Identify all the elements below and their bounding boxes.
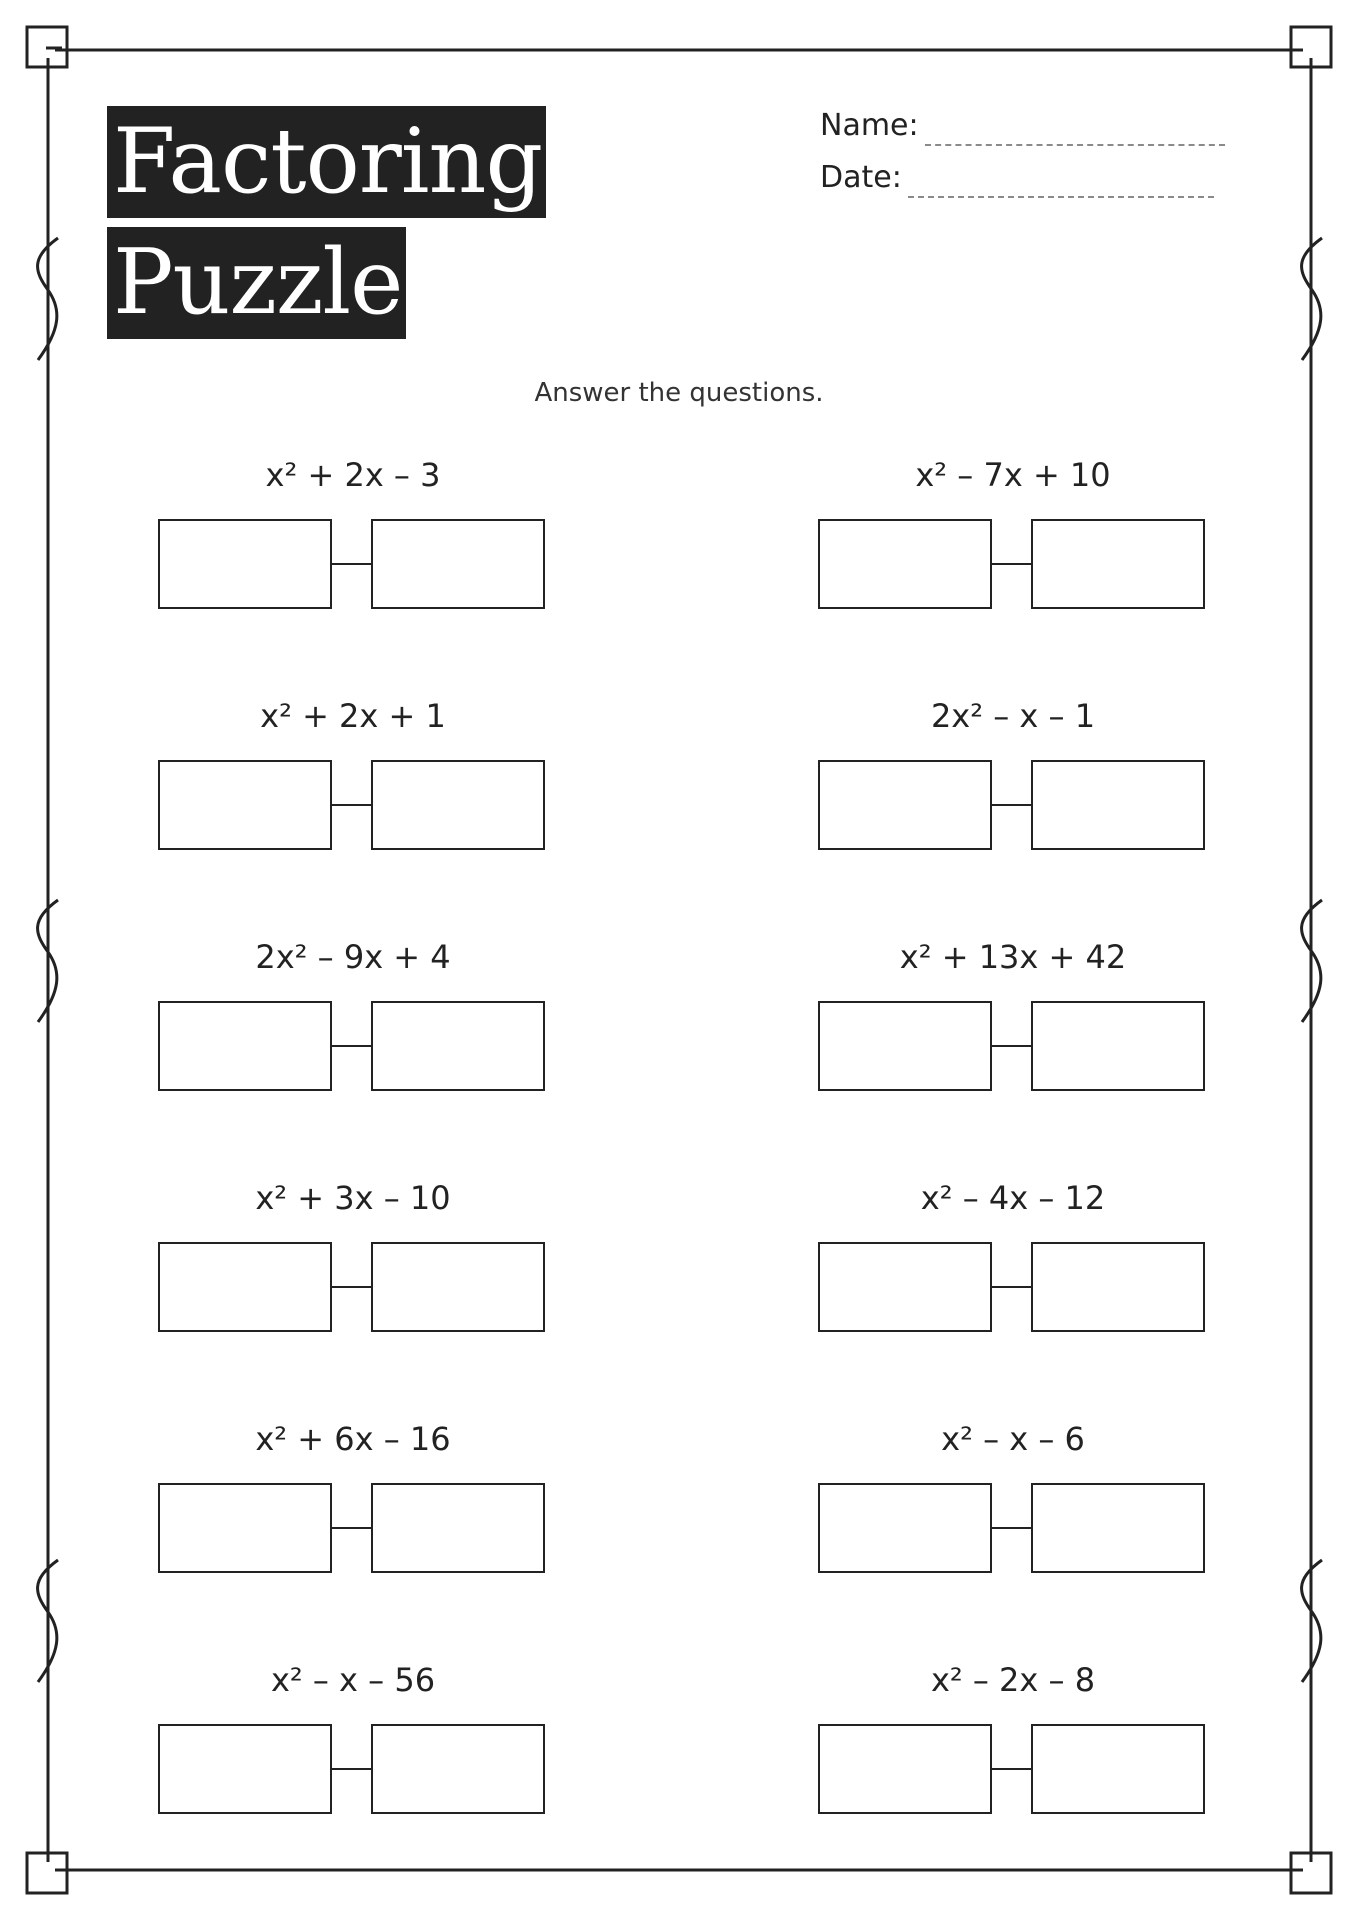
problem-expression: 2x² – x – 1 xyxy=(930,697,1096,735)
answer-boxes xyxy=(158,1001,548,1093)
problem-12 xyxy=(818,1660,1208,1820)
answer-box-left[interactable] xyxy=(818,1001,992,1091)
problem-9 xyxy=(158,1419,548,1579)
box-connector xyxy=(990,1045,1033,1047)
problem-3 xyxy=(158,696,548,856)
problem-10 xyxy=(818,1419,1208,1579)
problem-expression: x² + 2x + 1 xyxy=(260,697,446,735)
answer-boxes xyxy=(158,1724,548,1816)
box-connector xyxy=(990,1527,1033,1529)
problem-1 xyxy=(158,455,548,615)
name-input-line[interactable] xyxy=(925,136,1225,146)
answer-box-left[interactable] xyxy=(158,1001,332,1091)
answer-box-left[interactable] xyxy=(158,760,332,850)
box-connector xyxy=(330,1527,373,1529)
answer-box-left[interactable] xyxy=(818,1242,992,1332)
answer-boxes xyxy=(818,1724,1208,1816)
problem-expression: x² – 2x – 8 xyxy=(930,1661,1096,1699)
problem-expression: x² – x – 6 xyxy=(941,1420,1085,1458)
title-line-1: Factoring xyxy=(107,106,546,218)
title-line-2: Puzzle xyxy=(107,227,406,339)
answer-boxes xyxy=(158,760,548,852)
answer-box-left[interactable] xyxy=(818,519,992,609)
answer-boxes xyxy=(818,1001,1208,1093)
problem-expression: x² – x – 56 xyxy=(270,1661,436,1699)
box-connector xyxy=(990,1768,1033,1770)
answer-box-left[interactable] xyxy=(818,760,992,850)
problem-11 xyxy=(158,1660,548,1820)
answer-boxes xyxy=(818,760,1208,852)
answer-boxes xyxy=(158,1483,548,1575)
answer-box-right[interactable] xyxy=(371,1001,545,1091)
box-connector xyxy=(330,563,373,565)
box-connector xyxy=(990,804,1033,806)
problem-4 xyxy=(818,696,1208,856)
answer-box-right[interactable] xyxy=(371,1242,545,1332)
problem-expression: x² + 6x – 16 xyxy=(255,1420,451,1458)
problem-expression: x² + 2x – 3 xyxy=(265,456,441,494)
box-connector xyxy=(330,1045,373,1047)
answer-box-right[interactable] xyxy=(1031,519,1205,609)
answer-box-left[interactable] xyxy=(158,1483,332,1573)
answer-boxes xyxy=(818,1483,1208,1575)
date-input-line[interactable] xyxy=(908,188,1214,198)
box-connector xyxy=(990,563,1033,565)
answer-boxes xyxy=(818,519,1208,611)
box-connector xyxy=(990,1286,1033,1288)
box-connector xyxy=(330,1768,373,1770)
problem-8 xyxy=(818,1178,1208,1338)
answer-box-left[interactable] xyxy=(818,1724,992,1814)
answer-box-left[interactable] xyxy=(158,1242,332,1332)
answer-boxes xyxy=(158,519,548,611)
answer-boxes xyxy=(158,1242,548,1334)
problem-2 xyxy=(818,455,1208,615)
answer-box-right[interactable] xyxy=(1031,1242,1205,1332)
problem-expression: 2x² – 9x + 4 xyxy=(255,938,451,976)
answer-box-left[interactable] xyxy=(158,1724,332,1814)
problem-6 xyxy=(818,937,1208,1097)
problem-5 xyxy=(158,937,548,1097)
instructions: Answer the questions. xyxy=(534,378,824,408)
box-connector xyxy=(330,1286,373,1288)
answer-box-right[interactable] xyxy=(371,760,545,850)
answer-box-right[interactable] xyxy=(1031,1483,1205,1573)
date-label: Date: xyxy=(820,160,902,195)
problem-7 xyxy=(158,1178,548,1338)
problem-expression: x² + 13x + 42 xyxy=(899,938,1127,976)
answer-box-right[interactable] xyxy=(1031,760,1205,850)
name-field xyxy=(820,106,1225,146)
problem-expression: x² – 7x + 10 xyxy=(915,456,1111,494)
problem-expression: x² + 3x – 10 xyxy=(255,1179,451,1217)
answer-boxes xyxy=(818,1242,1208,1334)
answer-box-left[interactable] xyxy=(818,1483,992,1573)
name-label: Name: xyxy=(820,108,919,143)
answer-box-left[interactable] xyxy=(158,519,332,609)
answer-box-right[interactable] xyxy=(371,1724,545,1814)
box-connector xyxy=(330,804,373,806)
problem-expression: x² – 4x – 12 xyxy=(920,1179,1106,1217)
answer-box-right[interactable] xyxy=(1031,1001,1205,1091)
answer-box-right[interactable] xyxy=(371,1483,545,1573)
date-field xyxy=(820,158,1214,198)
answer-box-right[interactable] xyxy=(1031,1724,1205,1814)
answer-box-right[interactable] xyxy=(371,519,545,609)
